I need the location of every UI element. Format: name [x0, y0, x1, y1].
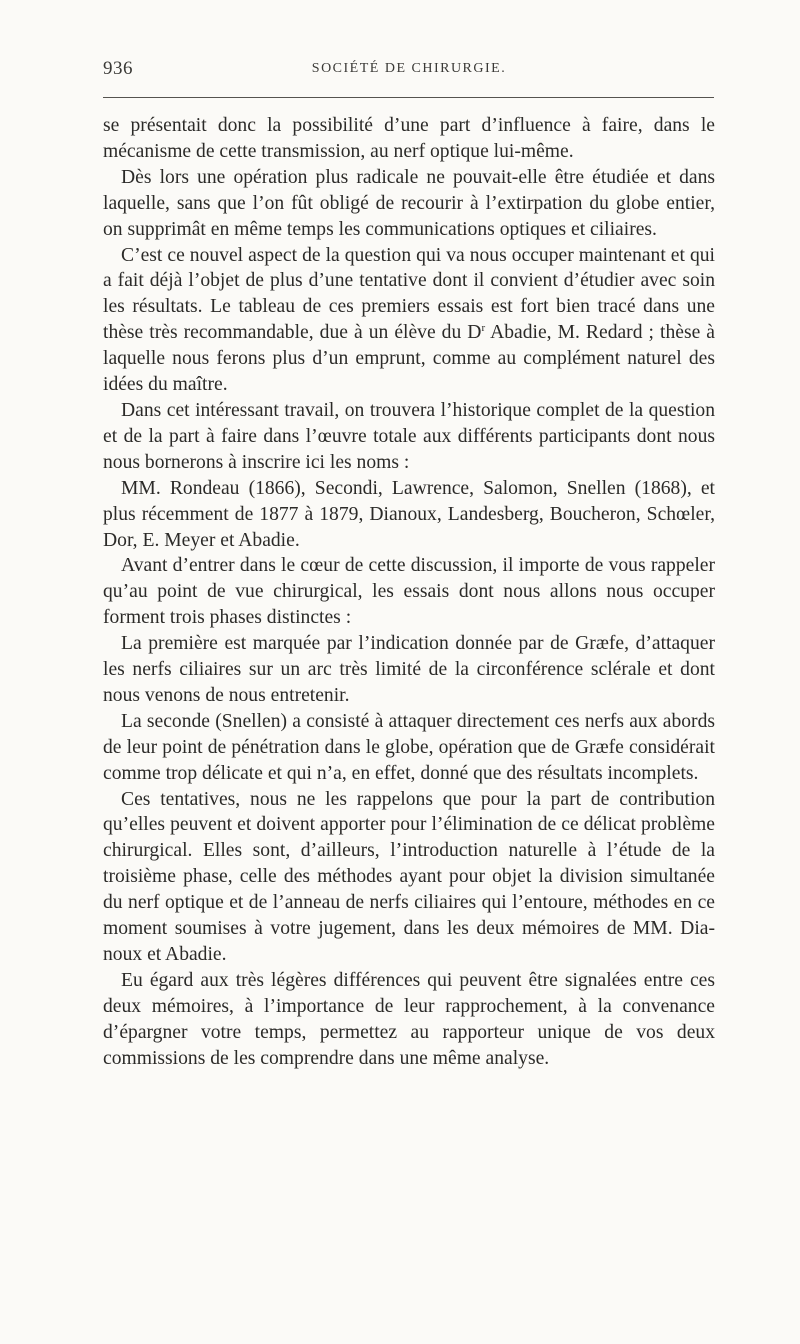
paragraph-4: Dans cet intéressant travail, on trouvera l’historique complet de la question et de la part à faire dans l’œuvre totale aux différents participants dont nous nous bornerons à inscrire ici les noms : — [103, 399, 715, 473]
running-title: SOCIÉTÉ DE CHIRURGIE. — [311, 61, 507, 76]
paragraph-9: Ces tentatives, nous ne les rappelons que pour la part de contribution qu’elles peuvent et doivent apporter pour l’élimination de ce délicat problème chirurgical. Elles sont, d’ailleurs, l’introduction naturelle à l’étude de la troisième phase, celle des méthodes ayant pour objet la division simultanée du nerf optique et de l’anneau de nerfs ciliaires qui l’entoure, méthodes en ce moment soumises à votre jugement, dans les deux mémoires de MM. Dianoux et Abadie. — [103, 788, 715, 965]
paragraph-7: La première est marquée par l’indication donnée par de Græfe, d’attaquer les nerfs ciliaires sur un arc très limité de la circonférence sclérale et dont nous venons de nous entretenir. — [103, 633, 715, 706]
paragraph-3-tail: Abadie, M. Redard ; thèse à laquelle nous ferons plus d’un emprunt, comme au complément naturel des idées du maître. — [103, 322, 715, 396]
paragraph-6: Avant d’entrer dans le cœur de cette discussion, il importe de vous rappeler qu’au point de vue chirurgical, les essais dont nous allons nous occuper forment trois phases distinctes : — [103, 555, 715, 629]
running-header — [103, 58, 715, 88]
paragraph-3 — [103, 243, 715, 398]
doctor-superscript: r — [481, 322, 486, 335]
body-text — [103, 113, 715, 1072]
paragraph-8: La seconde (Snellen) a consisté à attaquer directement ces nerfs aux abords de leur point de pénétration dans le globe, opération que de Græfe considérait comme trop délicate et qui n’a, en effet, donné que des résultats incomplets. — [103, 710, 715, 784]
paragraph-1: se présentait donc la possibilité d’une part d’influence à faire, dans le mécanisme de cette transmission, au nerf optique lui-même. — [103, 115, 715, 162]
paragraph-2: Dès lors une opération plus radicale ne pouvait-elle être étudiée et dans laquelle, sans que l’on fût obligé de recourir à l’extirpation du globe entier, on supprimât en même temps les communications optiques et ciliaires. — [103, 166, 715, 240]
page-number: 936 — [103, 58, 133, 79]
paragraph-10: Eu égard aux très légères différences qui peuvent être signalées entre ces deux mémoires, à l’importance de leur rapprochement, à la convenance d’épargner votre temps, permettez au rapporteur unique de vos deux commissions de les comprendre dans une même analyse. — [103, 969, 715, 1069]
paragraph-5: MM. Rondeau (1866), Secondi, Lawrence, Salomon, Snellen (1868), et plus récemment de 1877 à 1879, Dianoux, Landesberg, Boucheron, Schœler, Dor, E. Meyer et Abadie. — [103, 477, 715, 551]
header-rule — [103, 97, 714, 98]
paragraph-3-text: C’est ce nouvel aspect de la question qui va nous occuper maintenant et qui a fait déjà l’objet de plus d’une tentative dont il convient d’étudier avec soin les résultats. Le tableau de ces premiers essais est fort bien tracé dans une thèse très recommandable, due à un élève du D — [103, 244, 715, 344]
